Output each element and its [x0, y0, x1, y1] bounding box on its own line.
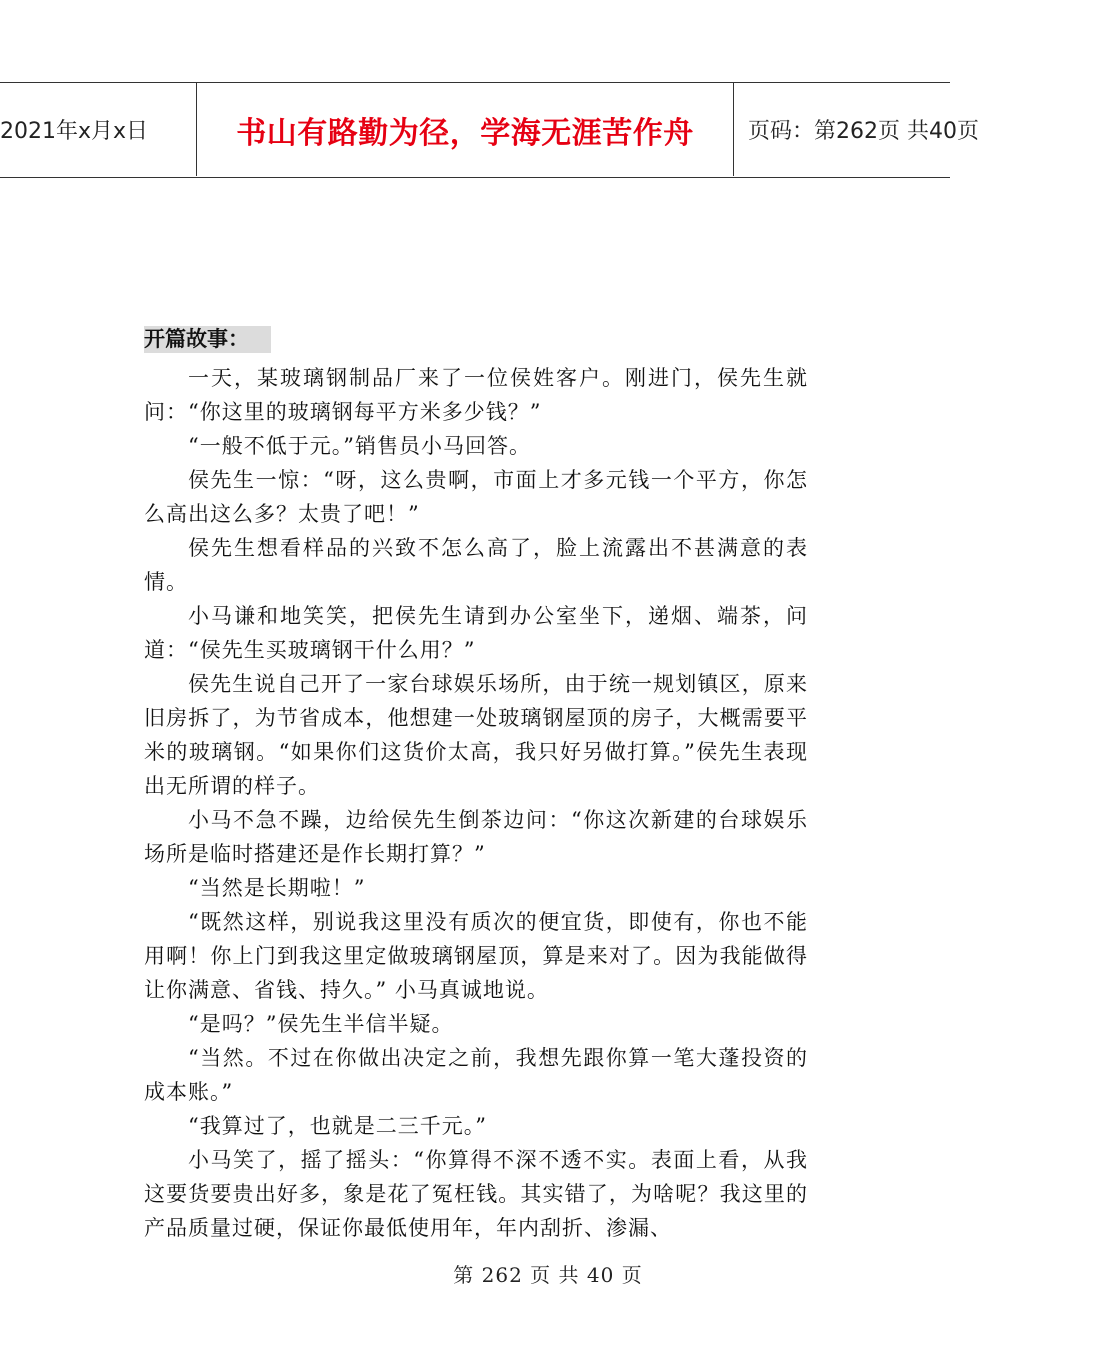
paragraph: “当然。不过在你做出决定之前，我想先跟你算一笔大蓬投资的成本账。”: [144, 1046, 808, 1104]
paragraph: “既然这样，别说我这里没有质次的便宜货，即使有，你也不能用啊！你上门到我这里定做玻璃钢屋顶，算是来对了。因为我能做得让你满意、省钱、持久。” 小马真诚地说。: [144, 910, 808, 1002]
paragraph: 小马谦和地笑笑，把侯先生请到办公室坐下，递烟、端茶，问道：“侯先生买玻璃钢干什么用？”: [144, 604, 808, 662]
paragraph: 小马笑了，摇了摇头：“你算得不深不透不实。表面上看，从我这要货要贵出好多，象是花了冤枉钱。其实错了，为啥呢？我这里的产品质量过硬，保证你最低使用年，年内刮折、渗漏、: [144, 1148, 808, 1240]
header-page-info: 页码：第262页 共40页: [748, 119, 979, 144]
header-motto: 书山有路勤为径，学海无涯苦作舟: [196, 83, 734, 176]
paragraph: 小马不急不躁，边给侯先生倒茶边问：“你这次新建的台球娱乐场所是临时搭建还是作长期打算？”: [144, 808, 808, 866]
paragraph: “我算过了，也就是二三千元。”: [188, 1114, 487, 1138]
paragraph: 侯先生想看样品的兴致不怎么高了，脸上流露出不甚满意的表情。: [144, 536, 808, 594]
header-date: 2021年x月x日: [0, 119, 149, 144]
paragraph: 侯先生一惊：“呀，这么贵啊，市面上才多元钱一个平方，你怎么高出这么多？太贵了吧！”: [144, 468, 808, 526]
page-header: [0, 82, 979, 178]
paragraph: “当然是长期啦！”: [188, 876, 366, 900]
paragraph: “是吗？”侯先生半信半疑。: [188, 1012, 454, 1036]
paragraph: 侯先生说自己开了一家台球娱乐场所，由于统一规划镇区，原来旧房拆了，为节省成本，他想建一处玻璃钢屋顶的房子，大概需要平米的玻璃钢。“如果你们这货价太高，我只好另做打算。”侯先生表现出无所谓的样子。: [144, 672, 808, 798]
page-footer: 第 262 页 共 40 页: [453, 1263, 643, 1287]
story-body: [144, 361, 808, 1245]
paragraph: 一天，某玻璃钢制品厂来了一位侯姓客户。刚进门，侯先生就问：“你这里的玻璃钢每平方米多少钱？”: [144, 366, 808, 424]
section-title: 开篇故事：: [144, 326, 271, 353]
paragraph: “一般不低于元。”销售员小马回答。: [188, 434, 531, 458]
